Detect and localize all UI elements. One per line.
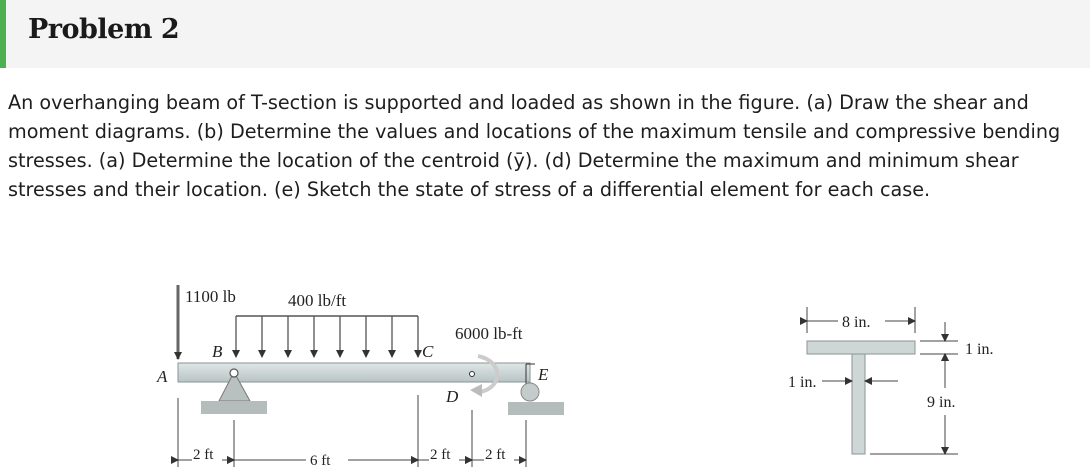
point-load-label: 1100 lb	[185, 287, 236, 306]
dim-2ft-a: 2 ft	[193, 447, 214, 463]
flange-width-label: 8 in.	[842, 314, 871, 331]
problem-title: Problem 2	[28, 14, 180, 45]
label-b: B	[212, 342, 223, 361]
label-a: A	[157, 367, 168, 386]
problem-statement: An overhanging beam of T-section is supported and loaded as shown in the figure. (a) Draw the shear and moment diagrams. (b) Determine the values and locations of the maximum tensile and compressive bending stresses. (a) Determine the location of the centroid (ȳ). (d) Determine the maximum and minimum shear stresses and their location. (e) Sketch the state of stress of a differential element for each case.	[8, 91, 1061, 201]
moment-arrowhead	[470, 384, 482, 397]
beam-diagram	[156, 285, 564, 469]
dim-2ft-b: 2 ft	[430, 447, 451, 463]
web-height-label: 9 in.	[927, 394, 956, 411]
t-section-diagram	[788, 307, 993, 454]
label-e: E	[538, 365, 549, 384]
t-web	[852, 354, 865, 454]
ground-b	[201, 401, 267, 414]
distributed-load-label: 400 lb/ft	[288, 291, 347, 310]
ground-e	[508, 402, 564, 415]
accent-bar	[0, 0, 6, 68]
dim-2ft-c: 2 ft	[485, 447, 506, 463]
dim-6ft: 6 ft	[310, 453, 331, 469]
t-flange	[807, 341, 915, 354]
moment-label: 6000 lb-ft	[455, 324, 523, 343]
problem-figure	[0, 260, 1090, 473]
web-thickness-label: 1 in.	[788, 374, 817, 391]
point-d	[470, 372, 475, 377]
label-d: D	[446, 387, 459, 406]
distributed-load-arrows	[236, 316, 418, 357]
pin-b	[230, 369, 238, 377]
roller-e	[521, 383, 539, 401]
label-c: C	[422, 342, 434, 361]
flange-thickness-label: 1 in.	[965, 341, 994, 358]
